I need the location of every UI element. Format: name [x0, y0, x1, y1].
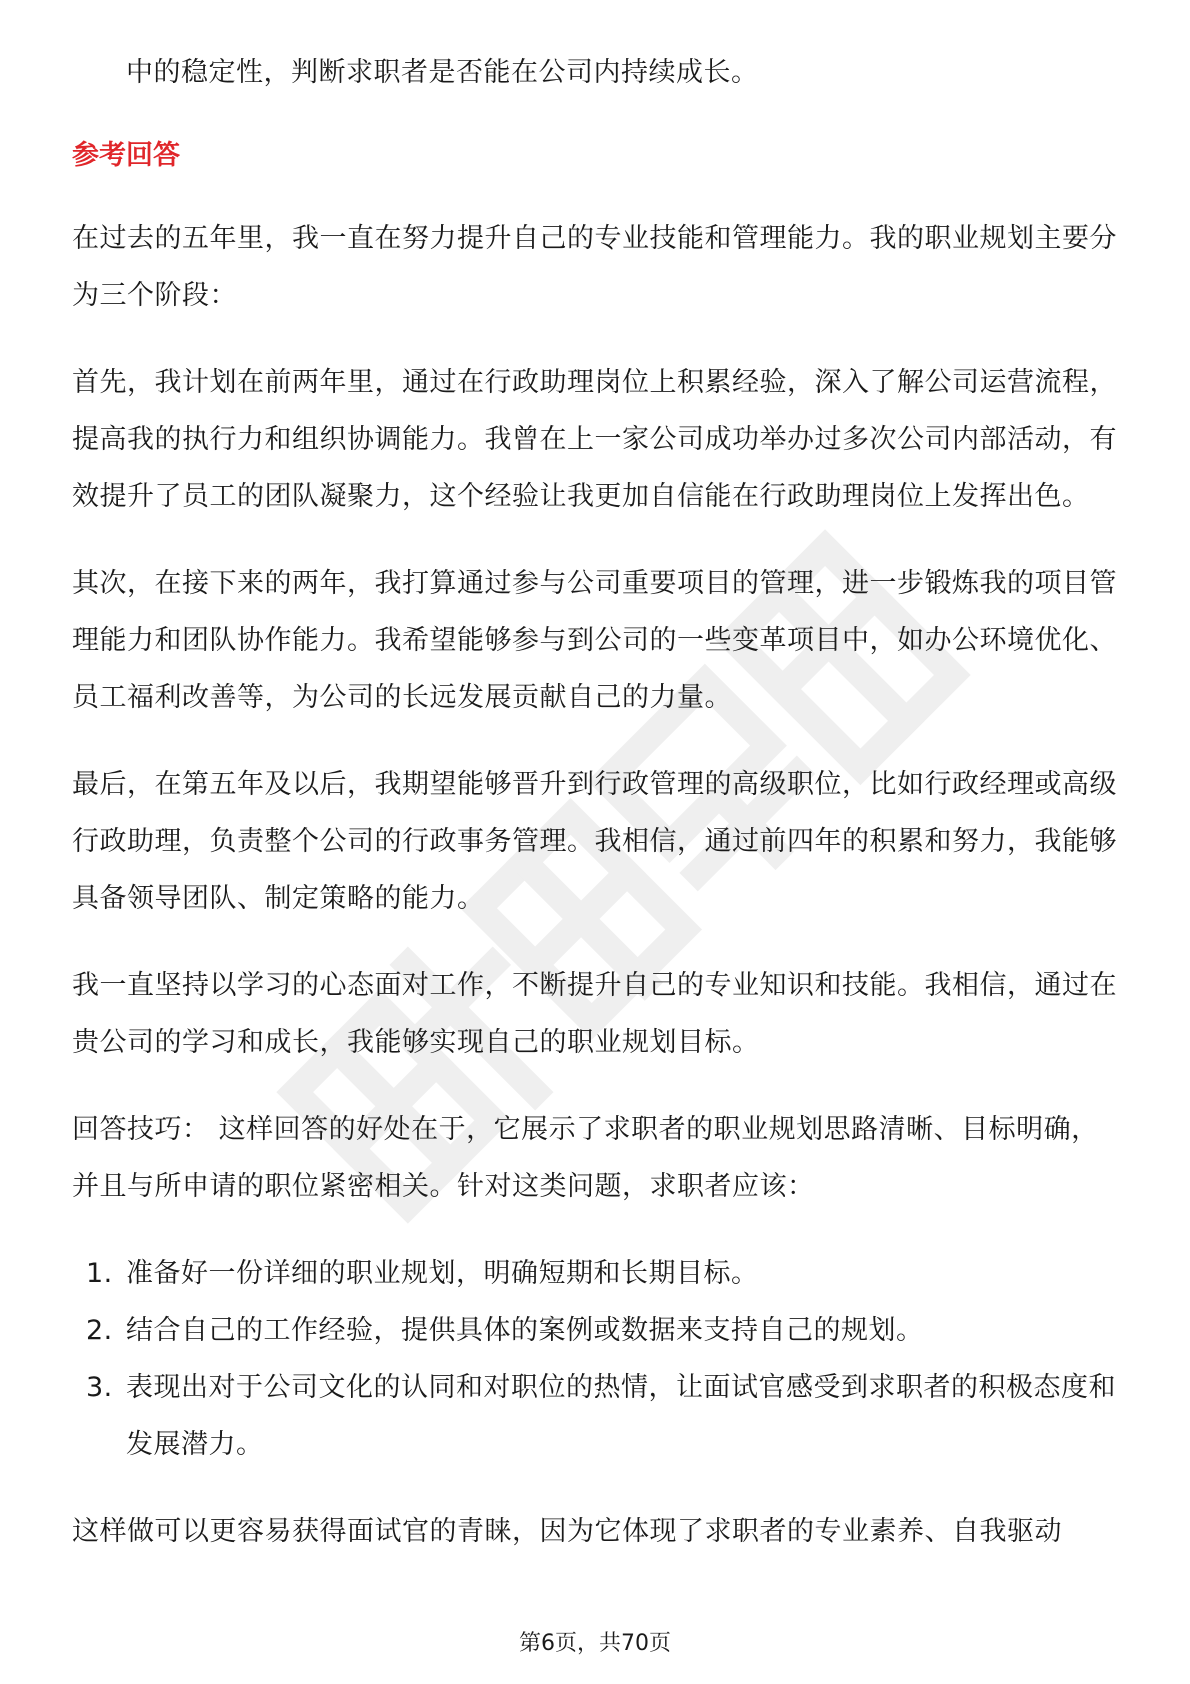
reference-answer-heading: 参考回答	[72, 140, 180, 171]
list-item	[72, 1302, 1122, 1359]
list-item-number: 3.	[86, 1372, 113, 1403]
intro-continuation: 中的稳定性，判断求职者是否能在公司内持续成长。	[126, 57, 759, 88]
list-item-text: 表现出对于公司文化的认同和对职位的热情，让面试官感受到求职者的积极态度和发展潜力。	[126, 1372, 1116, 1460]
main-content	[72, 44, 1122, 1590]
closing-paragraph: 这样做可以更容易获得面试官的青睐，因为它体现了求职者的专业素养、自我驱动	[72, 1516, 1062, 1547]
tips-list	[72, 1245, 1122, 1473]
list-item	[72, 1359, 1122, 1473]
answer-paragraph-2: 首先，我计划在前两年里，通过在行政助理岗位上积累经验，深入了解公司运营流程，提高我的执行力和组织协调能力。我曾在上一家公司成功举办过多次公司内部活动，有效提升了员工的团队凝聚力，这个经验让我更加自信能在行政助理岗位上发挥出色。	[72, 367, 1117, 512]
list-item-number: 2.	[86, 1315, 113, 1346]
list-item-number: 1.	[86, 1258, 113, 1289]
answer-paragraph-3: 其次，在接下来的两年，我打算通过参与公司重要项目的管理，进一步锻炼我的项目管理能力和团队协作能力。我希望能够参与到公司的一些变革项目中，如办公环境优化、员工福利改善等，为公司的长远发展贡献自己的力量。	[72, 568, 1117, 713]
page-number: 第6页，共70页	[519, 1631, 671, 1656]
answer-paragraph-5: 我一直坚持以学习的心态面对工作，不断提升自己的专业知识和技能。我相信，通过在贵公司的学习和成长，我能够实现自己的职业规划目标。	[72, 970, 1117, 1058]
list-item-text: 结合自己的工作经验，提供具体的案例或数据来支持自己的规划。	[126, 1315, 924, 1346]
answer-paragraph-4: 最后，在第五年及以后，我期望能够晋升到行政管理的高级职位，比如行政经理或高级行政助理，负责整个公司的行政事务管理。我相信，通过前四年的积累和努力，我能够具备领导团队、制定策略的能力。	[72, 769, 1117, 914]
answer-tips-paragraph: 回答技巧： 这样回答的好处在于，它展示了求职者的职业规划思路清晰、目标明确，并且与所申请的职位紧密相关。针对这类问题，求职者应该：	[72, 1114, 1099, 1202]
answer-paragraph-1: 在过去的五年里，我一直在努力提升自己的专业技能和管理能力。我的职业规划主要分为三个阶段：	[72, 223, 1117, 311]
list-item-text: 准备好一份详细的职业规划，明确短期和长期目标。	[126, 1258, 759, 1289]
list-item	[72, 1245, 1122, 1302]
